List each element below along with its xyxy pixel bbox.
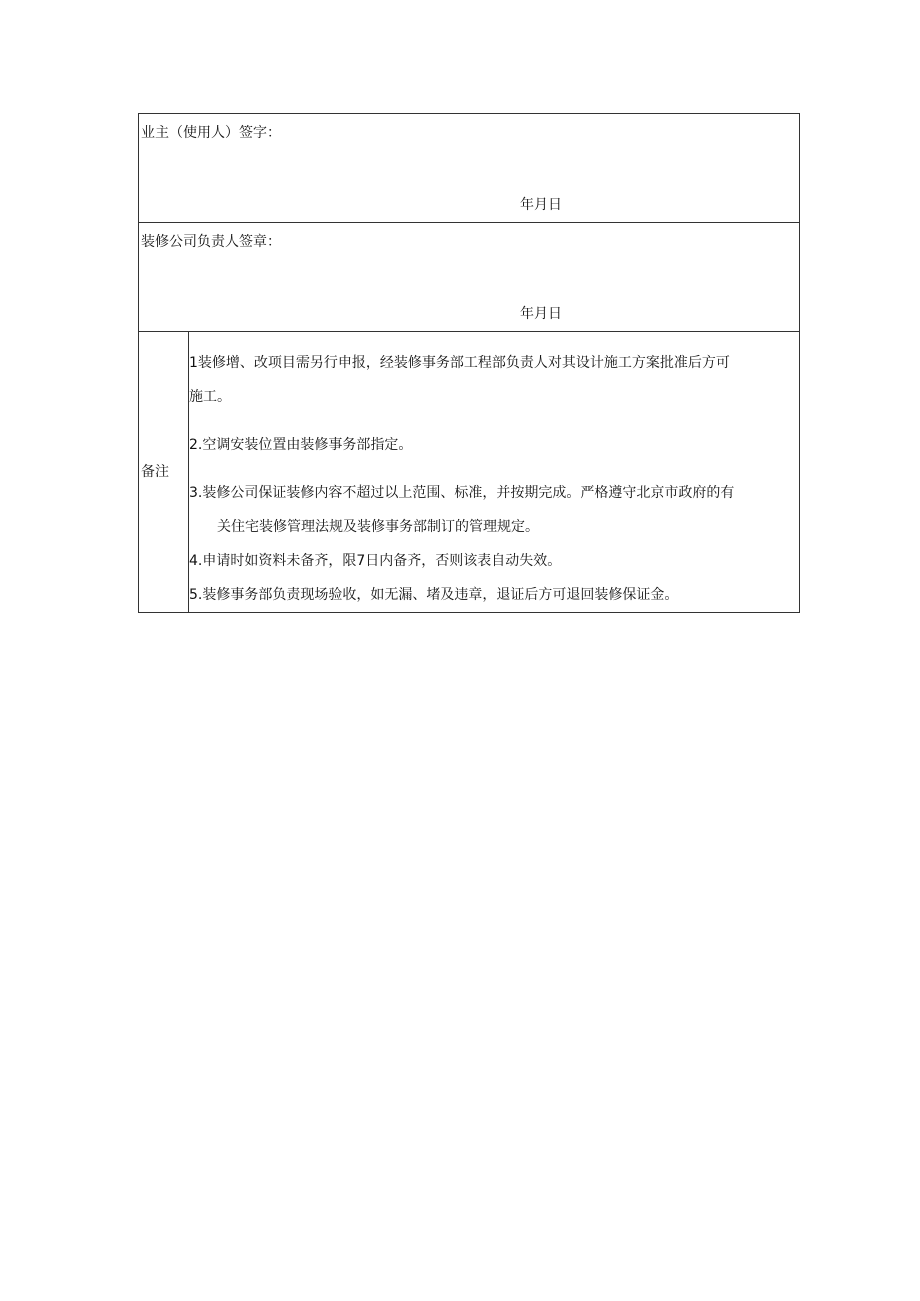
remark-item-text: 装修事务部负责现场验收，如无漏、堵及违章，退证后方可退回装修保证金。 xyxy=(202,587,679,603)
remark-item-1 xyxy=(189,346,799,414)
remark-item-text: 空调安装位置由装修事务部指定。 xyxy=(202,437,413,453)
remark-item-number: 4. xyxy=(189,553,203,569)
remark-item-continuation: 关住宅装修管理法规及装修事务部制订的管理规定。 xyxy=(217,519,539,535)
renovation-form-table xyxy=(138,113,800,613)
remark-item-number: 3. xyxy=(189,485,203,501)
remarks-list-cell xyxy=(189,332,800,613)
remark-item-text: 装修增、改项目需另行申报，经装修事务部工程部负责人对其设计施工方案批准后方可 xyxy=(197,355,730,371)
remark-item-text: 装修公司保证装修内容不超过以上范围、标准，并按期完成。严格遵守北京市政府的有 xyxy=(202,485,735,501)
remarks-row xyxy=(139,332,800,613)
remarks-label-cell xyxy=(139,332,189,613)
company-signature-label: 装修公司负责人签章： xyxy=(141,234,281,250)
remark-item-2 xyxy=(189,428,799,462)
owner-signature-label: 业主（使用人）签字： xyxy=(141,125,281,141)
remark-item-number: 2. xyxy=(189,437,203,453)
remark-item-text: 申请时如资料未备齐，限7日内备齐，否则该表自动失效。 xyxy=(202,553,562,569)
company-signature-cell xyxy=(139,223,800,332)
remark-item-5 xyxy=(189,578,799,612)
remark-item-continuation: 施工。 xyxy=(189,389,231,405)
remark-item-4 xyxy=(189,544,799,578)
remark-item-number: 5. xyxy=(189,587,203,603)
remark-item-number: 1 xyxy=(189,355,198,371)
remark-item-3 xyxy=(189,476,799,544)
owner-signature-row xyxy=(139,114,800,223)
remarks-label: 备注 xyxy=(141,464,169,480)
remarks-list xyxy=(189,332,799,612)
owner-signature-cell xyxy=(139,114,800,223)
company-signature-date: 年月日 xyxy=(520,306,562,322)
company-signature-row xyxy=(139,223,800,332)
owner-signature-date: 年月日 xyxy=(520,197,562,213)
